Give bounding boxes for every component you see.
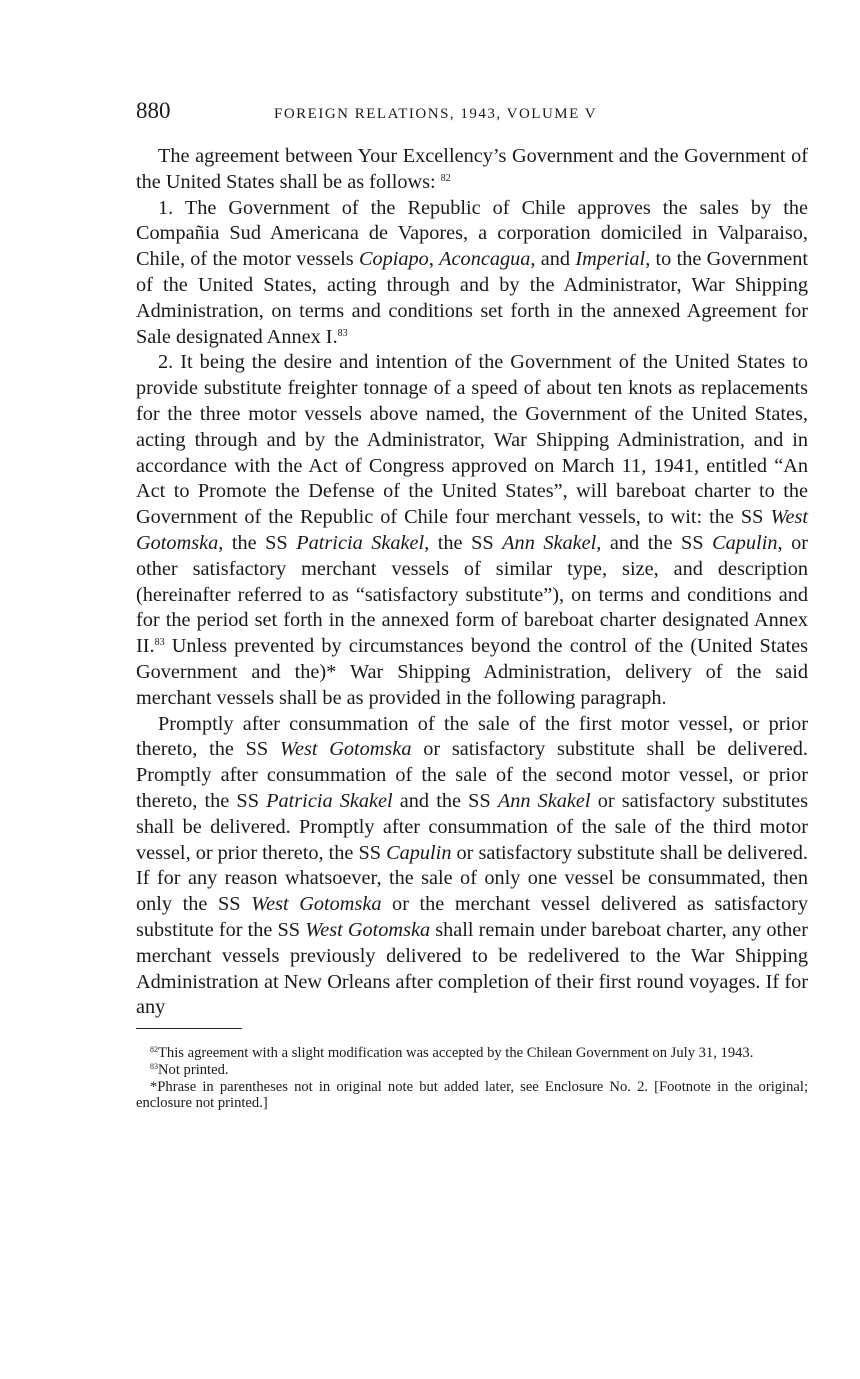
footnote-83 — [136, 1062, 808, 1079]
ship-name: Aconcagua — [439, 248, 531, 271]
paragraph-4-text: shall remain under bareboat charter, any other merchant vessels previously delivered to be redelivered to the War Shipping Administration at New Orleans after completion of their first round voyages. If for any — [136, 918, 808, 1019]
footnote-mark: 82 — [150, 1045, 158, 1055]
footnote-mark: 83 — [150, 1061, 158, 1071]
paragraph-3-text: , and the SS — [596, 531, 713, 554]
paragraph-4-text: or satisfactory substitutes shall be delivered. Promptly after consummation of the sale of the third motor vessel, or prior thereto, the SS — [136, 789, 808, 864]
footnote-divider — [136, 1028, 242, 1029]
paragraph-3-text: Unless prevented by circumstances beyond the control of the (United States Government and the) — [136, 635, 808, 683]
paragraph-3-text: War Shipping Administration, delivery of the said merchant vessels shall be as provided in the following paragraph. — [136, 660, 808, 709]
paragraph-2-text: , and — [530, 248, 576, 271]
ship-name: Imperial — [575, 248, 646, 271]
paragraph-2 — [136, 196, 808, 351]
footnote-star — [136, 1079, 808, 1113]
paragraph-1 — [136, 144, 808, 196]
footnotes — [136, 1045, 808, 1112]
ship-name: West Gotomska — [136, 506, 808, 554]
paragraph-4-text: and the SS — [392, 789, 498, 812]
footnote-82 — [136, 1045, 808, 1062]
paragraph-3-text: , or other satisfactory merchant vessels of similar type, size, and description (hereinafter referred to as “satisfactory substitute”), on terms and conditions and for the period set forth in the annexed form of bareboat charter designated Annex II. — [136, 531, 808, 658]
paragraph-3-text: , the SS — [424, 531, 503, 554]
ship-name: Patricia Skakel — [296, 531, 425, 554]
paragraph-3-text: 2. It being the desire and intention of the Government of the United States to provide substitute freighter tonnage of a speed of about ten knots as replacements for the three motor vessels above named, the Government of the United States, acting through and by the Administrator, War Shipping Administration, and in accordance with the Act of Congress approved on March 11, 1941, entitled “An Act to Promote the Defense of the United States”, will bareboat charter to the Government of the Republic of Chile four merchant vessels, to wit: the SS — [136, 351, 808, 529]
ship-name: Ann Skakel — [502, 531, 597, 554]
footnote-star-ref: * — [326, 660, 337, 683]
paragraph-4-text: Promptly after consummation of the sale of the first motor vessel, or prior thereto, the SS — [136, 712, 808, 761]
document-page — [136, 98, 808, 1112]
page-header — [136, 98, 808, 132]
paragraph-3 — [136, 350, 808, 711]
paragraph-4-text: or satisfactory substitute shall be delivered. Promptly after consummation of the sale of the second motor vessel, or prior thereto, the SS — [136, 738, 808, 812]
paragraph-2-text: , — [428, 248, 440, 271]
footnote-text: Not printed. — [158, 1061, 229, 1078]
ship-name: West Gotomska — [251, 893, 382, 916]
body-text — [136, 144, 808, 1021]
ship-name: Ann Skakel — [497, 789, 591, 812]
ship-name: Copiapo — [358, 248, 429, 271]
footnote-text: *Phrase in parentheses not in original note but added later, see Enclosure No. 2. [Footnote in the original; enclosure not printed.] — [136, 1078, 808, 1112]
footnote-ref-82: 82 — [440, 172, 451, 184]
paragraph-4-text: or satisfactory substitute shall be delivered. If for any reason whatsoever, the sale of only one vessel be consummated, then only the SS — [136, 841, 808, 916]
paragraph-3-text: , the SS — [218, 531, 297, 554]
paragraph-2-text: , to the Government of the United States, acting through and by the Administrator, War Shipping Administration, on terms and conditions set forth in the annexed Agreement for Sale designated Annex I. — [136, 248, 809, 348]
footnote-text: This agreement with a slight modification was accepted by the Chilean Government on July 31, 1943. — [158, 1045, 754, 1062]
ship-name: West Gotomska — [279, 738, 412, 761]
ship-name: West Gotomska — [305, 918, 431, 941]
paragraph-4 — [136, 712, 808, 1022]
ship-name: Capulin — [712, 531, 778, 554]
paragraph-4-text: or the merchant vessel delivered as satisfactory substitute for the SS — [136, 893, 808, 941]
ship-name: Patricia Skakel — [266, 789, 393, 812]
footnote-ref-83: 83 — [154, 637, 165, 649]
running-head: FOREIGN RELATIONS, 1943, VOLUME V — [274, 106, 598, 122]
page-number: 880 — [136, 98, 171, 123]
paragraph-1-text: The agreement between Your Excellency’s Government and the Government of the United States shall be as follows: — [136, 145, 808, 193]
ship-name: Capulin — [386, 841, 452, 864]
paragraph-2-text: 1. The Government of the Republic of Chile approves the sales by the Compañia Sud Americana de Vapores, a corporation domiciled in Valparaiso, Chile, of the motor vessels — [136, 196, 808, 271]
footnote-ref-83: 83 — [337, 327, 348, 339]
